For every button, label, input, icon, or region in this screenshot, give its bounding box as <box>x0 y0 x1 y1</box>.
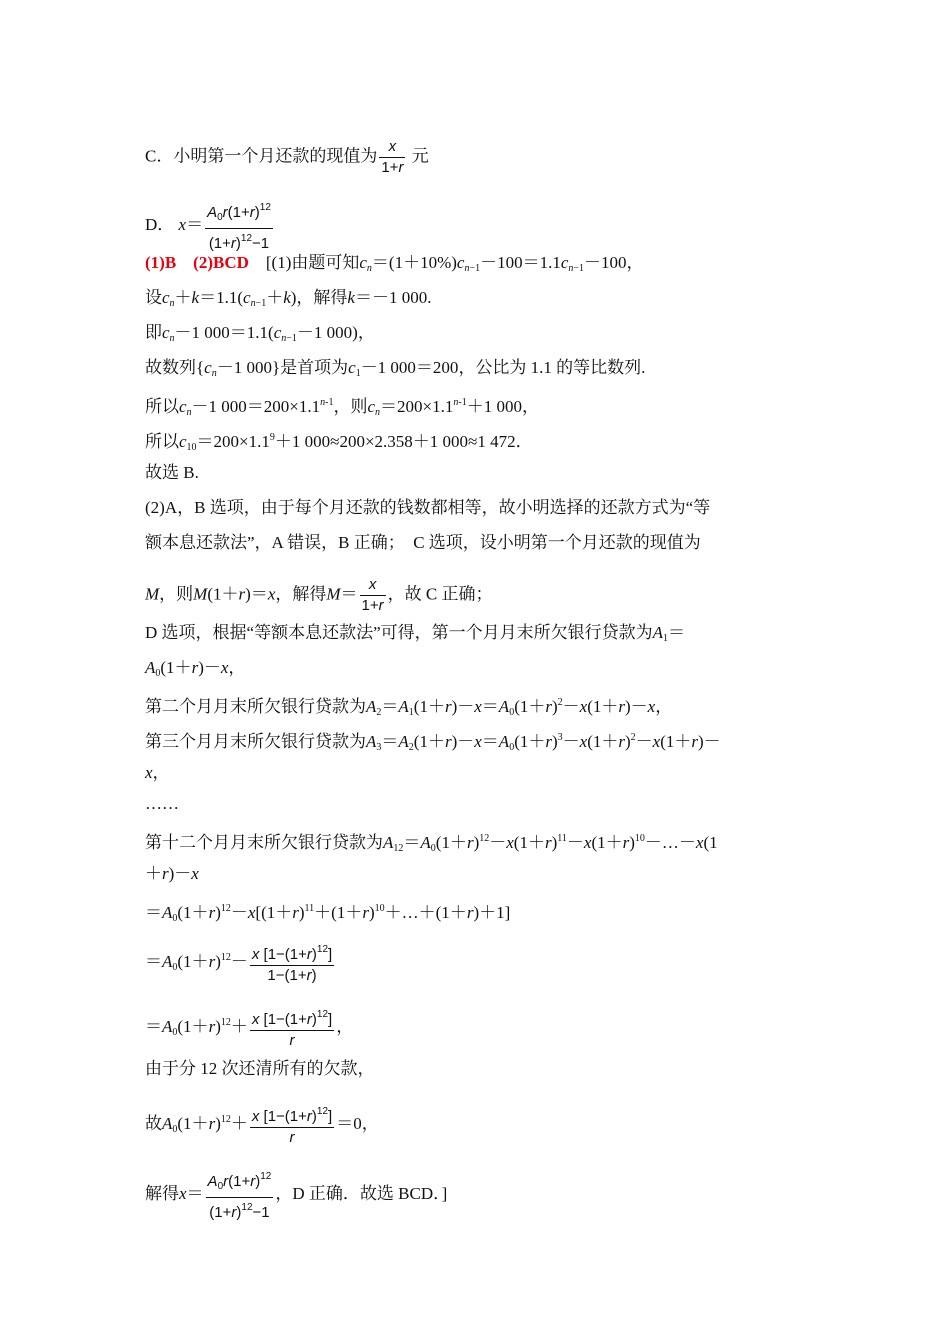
text-line: 第二个月月末所欠银行贷款为$A_2=A_1(1+r)-x=A_0(1+r)^2-x(1+r)-x$， <box>145 697 673 718</box>
text-line: 额本息还款法”，A 错误，B 正确； C 选项，设小明第一个月还款的现值为 <box>145 533 701 552</box>
text-line: 第十二个月月末所欠银行贷款为$A_{12}=A_0(1+r)^{12}-x(1+r)^{11}-x(1+r)^{10}-\dots-x(1$ <box>145 833 718 854</box>
text-line: $=A_0(1+r)^{12}+$ $\frac{x [1-(1+r)^{12}]}{r}$ ， <box>145 1005 353 1051</box>
fraction: $\frac{x [1-(1+r)^{12}]}{1-(1+r)}$ <box>250 940 334 986</box>
text-line: (2)A，B 选项，由于每个月还款的钱数都相等，故小明选择的还款方式为“等 <box>145 498 711 517</box>
text-line: 设$c_n+k=1.1(c_{n-1}+k)$，解得k＝－1 000. <box>145 288 432 309</box>
fraction: $\frac{A_0r(1+r)^{12}}{(1+r)^{12}-1}$ <box>205 198 273 254</box>
fraction: $\frac{A_0r(1+r)^{12}}{(1+r)^{12}-1}$ <box>206 1167 274 1223</box>
text-line: ＋r)－x <box>145 864 199 883</box>
text-line: 第三个月月末所欠银行贷款为$A_3=A_2(1+r)-x=A_0(1+r)^3-x(1+r)^2-x(1+r)-$ <box>145 732 721 753</box>
text-line: x， <box>145 763 170 782</box>
text-line: D 选项，根据“等额本息还款法”可得，第一个月月末所欠银行贷款为$A_1=$ <box>145 623 686 644</box>
text-line: M，则M(1＋r)＝x，解得M＝ $\frac{x}{1+r}$ ，故 C 正确； <box>145 576 493 614</box>
fraction: $\frac{x}{1+r}$ <box>381 138 404 176</box>
text-line: 由于分 12 次还清所有的欠款， <box>145 1059 375 1078</box>
text-line: 解得x＝ $\frac{A_0r(1+r)^{12}}{(1+r)^{12}-1}$ ，D 正确．故选 BCD．] <box>145 1167 447 1223</box>
option-c: C．小明第一个月还款的现值为 $\frac{x}{1+r}$ 元 <box>145 138 429 176</box>
text-line: $=A_0(1+r)^{12}-$ $\frac{x [1-(1+r)^{12}]}{1-(1+r)}$ <box>145 940 336 986</box>
text-line: 所以$c_n-1$ $000=200\times 1.1^{n-1}$，则$c_n=200\times 1.1^{n-1}+1$ 000， <box>145 397 539 418</box>
fraction: $\frac{x [1-(1+r)^{12}]}{r}$ <box>250 1102 334 1148</box>
text-line: 故数列{$c_n-1$ 000}是首项为$c_1-1$ 000＝200，公比为 1.1 的等比数列. <box>145 358 646 379</box>
text-line: 所以$c_{10}=200\times 1.1^9+1$ 000≈200×2.358＋1 000≈1 472． <box>145 432 533 453</box>
text-line: 故选 B. <box>145 463 199 482</box>
text-line: 故$A_0(1+r)^{12}+$ $\frac{x [1-(1+r)^{12}]}{r}$ ＝0， <box>145 1102 379 1148</box>
answer-line: (1)B (2)BCD [(1)由题可知$c_n=(1+10\%)c_{n-1}-100=1.1c_{n-1}-100$， <box>145 253 644 274</box>
option-d: D． x＝ $\frac{A_0r(1+r)^{12}}{(1+r)^{12}-1}$ <box>145 198 275 254</box>
text-line: $A_0(1+r)-x$， <box>145 658 246 679</box>
text-line: $=A_0(1+r)^{12}-x[(1+r)^{11}+(1+r)^{10}+\dots+(1+r)+1]$ <box>145 903 511 924</box>
fraction: $\frac{x [1-(1+r)^{12}]}{r}$ <box>250 1005 334 1051</box>
fraction: $\frac{x}{1+r}$ <box>361 576 384 614</box>
text-line: …… <box>145 794 179 813</box>
text-line: 即$c_n-1$ $000=1.1(c_{n-1}-1$ 000)， <box>145 323 375 344</box>
